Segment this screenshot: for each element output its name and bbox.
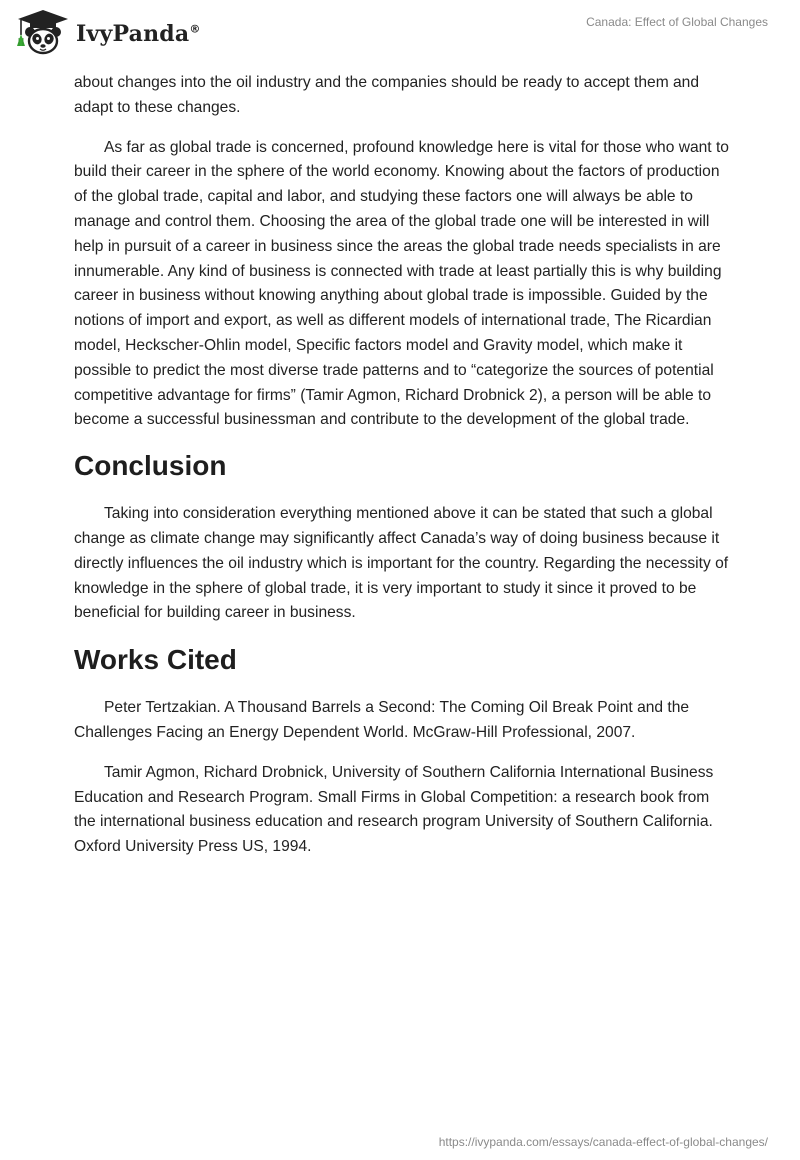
brand-name: IvyPanda®: [76, 21, 201, 47]
page-header: [0, 0, 800, 70]
conclusion-paragraph: Taking into consideration everything mentioned above it can be stated that such a global change as climate change may significantly affect Canada’s way of doing business because it directly influences the oil industry which is important for the country. Regarding the necessity of knowledge in the sphere of global trade, it is very important to study it since it proved to be beneficial for building career in business.: [74, 505, 729, 622]
works-cited-entry: Tamir Agmon, Richard Drobnick, University of Southern California International Business Education and Research Program. Small Firms in Global Competition: a research book from the international business education and research program University of Southern California. Oxford University Press US, 1994.: [74, 763, 714, 856]
essay-body: [74, 71, 734, 860]
conclusion-heading: Conclusion: [74, 450, 227, 482]
intro-paragraph-global-trade: As far as global trade is concerned, profound knowledge here is vital for those who want to build their career in the sphere of the world economy. Knowing about the factors of production of the global trade, capital and labor, and studying these factors one will always be able to manage and control them. Choosing the area of the global trade one will be interested in will help in pursuit of a career in business since the areas the global trade needs specialists in are innumerable. Any kind of business is connected with trade at least partially this is why building career in business without knowing anything about global trade is impossible. Guided by the notions of import and export, as well as different models of international trade, The Ricardian model, Heckscher-Ohlin model, Specific factors model and Gravity model, which make it possible to predict the most diverse trade patterns and to “categorize the sources of potential competitive advantage for firms” (Tamir Agmon, Richard Drobnick 2), a person will be able to become a successful businessman and contribute to the development of the global trade.: [74, 138, 729, 429]
registered-mark: ®: [189, 22, 201, 36]
document-title: Canada: Effect of Global Changes: [586, 15, 768, 29]
intro-paragraph-continued: about changes into the oil industry and the companies should be ready to accept them and adapt to these changes.: [74, 74, 700, 116]
source-url-link[interactable]: https://ivypanda.com/essays/canada-effect-of-global-changes/: [438, 1135, 768, 1149]
ivypanda-logo[interactable]: [14, 8, 201, 58]
panda-graduate-icon: [14, 8, 72, 58]
works-cited-heading: Works Cited: [74, 644, 237, 676]
works-cited-entry: Peter Tertzakian. A Thousand Barrels a Second: The Coming Oil Break Point and the Challenges Facing an Energy Dependent World. McGraw-Hill Professional, 2007.: [74, 699, 690, 741]
